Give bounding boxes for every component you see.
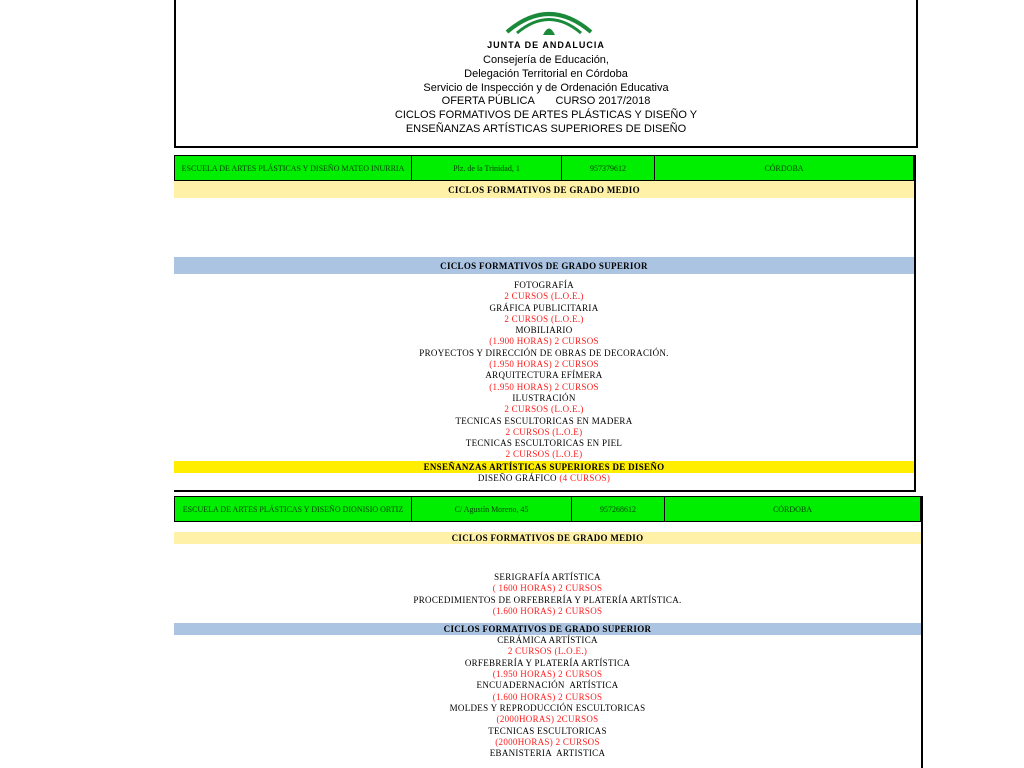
course-line: EBANISTERIA ARTISTICA <box>489 748 606 759</box>
course-line: TECNICAS ESCULTORICAS EN PIEL <box>465 438 623 449</box>
course-line: 2 CURSOS (L.O.E) <box>505 449 583 460</box>
course-line: GRÁFICA PUBLICITARIA <box>489 302 599 313</box>
course-line: 2 CURSOS (L.O.E.) <box>504 404 584 415</box>
course-list <box>174 572 921 617</box>
course-line: 2 CURSOS (L.O.E.) <box>504 291 584 302</box>
section-grado-medio: CICLOS FORMATIVOS DE GRADO MEDIO <box>174 181 914 198</box>
school-name: ESCUELA DE ARTES PLÁSTICAS Y DISEÑO DIONISIO ORTIZ <box>175 497 412 521</box>
empty-section <box>174 198 914 257</box>
course-name: DISEÑO GRÁFICO <box>477 472 557 483</box>
course-line: (2000HORAS) 2CURSOS <box>496 714 599 725</box>
course-line: PROYECTOS Y DIRECCIÓN DE OBRAS DE DECORACIÓN. <box>419 347 669 358</box>
course-line: (1.950 HORAS) 2 CURSOS <box>489 381 599 392</box>
school-mateo-inurria <box>174 155 916 492</box>
header-line-2: Delegación Territorial en Córdoba <box>464 68 628 80</box>
section-ensenanzas-superiores: ENSEÑANZAS ARTÍSTICAS SUPERIORES DE DISEÑO <box>174 461 914 473</box>
course-list <box>174 280 914 461</box>
course-duration: (4 CURSOS) <box>559 472 611 483</box>
course-line: TECNICAS ESCULTORICAS EN MADERA <box>455 415 633 426</box>
course-line: ILUSTRACIÓN <box>512 392 576 403</box>
school-phone: 957268612 <box>572 497 665 521</box>
school-address: Plz. de la Trinidad, 1 <box>412 156 562 180</box>
course-line: MOBILIARIO <box>515 325 573 336</box>
header-line-3: Servicio de Inspección y de Ordenación Educativa <box>423 82 669 94</box>
header-line-5: CICLOS FORMATIVOS DE ARTES PLÁSTICAS Y DISEÑO Y <box>394 109 698 121</box>
course-line: MOLDES Y REPRODUCCIÓN ESCULTORICAS <box>449 702 646 713</box>
school-city: CÓRDOBA <box>764 163 804 173</box>
junta-andalucia-logo-icon <box>503 2 595 38</box>
course-line: ARQUITECTURA EFÍMERA <box>485 370 603 381</box>
course-line <box>174 473 914 484</box>
course-line: (1.900 HORAS) 2 CURSOS <box>489 336 599 347</box>
course-line: 2 CURSOS (L.O.E) <box>505 426 583 437</box>
section-grado-medio: CICLOS FORMATIVOS DE GRADO MEDIO <box>174 532 921 544</box>
course-line: FOTOGRAFÍA <box>514 280 574 290</box>
school-dionisio-ortiz <box>174 496 923 768</box>
header-line-4: OFERTA PÚBLICA CURSO 2017/2018 <box>441 95 651 107</box>
section-grado-superior: CICLOS FORMATIVOS DE GRADO SUPERIOR <box>174 623 921 635</box>
course-line: (1.600 HORAS) 2 CURSOS <box>492 691 603 702</box>
school-name: ESCUELA DE ARTES PLÁSTICAS Y DISEÑO MATEO INURRIA <box>175 156 412 180</box>
course-line: SERIGRAFÍA ARTÍSTICA <box>494 572 601 582</box>
header-line-6: ENSEÑANZAS ARTÍSTICAS SUPERIORES DE DISEÑO <box>405 123 687 135</box>
header-line-1: Consejería de Educación, <box>483 54 609 66</box>
course-line: (2000HORAS) 2 CURSOS <box>495 736 600 747</box>
logo-text: JUNTA DE ANDALUCIA <box>487 40 605 50</box>
course-line: CERÁMICA ARTÍSTICA <box>497 635 598 646</box>
school-address: C/ Agustín Moreno, 45 <box>412 497 572 521</box>
course-line: PROCEDIMIENTOS DE ORFEBRERÍA Y PLATERÍA ARTÍSTICA. <box>413 594 682 605</box>
course-line: 2 CURSOS (L.O.E.) <box>504 313 584 324</box>
header-box <box>174 0 918 148</box>
course-line: (1.600 HORAS) 2 CURSOS <box>492 605 603 616</box>
course-list <box>174 635 921 759</box>
school-info-row <box>174 155 914 181</box>
course-line: 2 CURSOS (L.O.E.) <box>507 646 588 657</box>
course-line: TECNICAS ESCULTORICAS <box>488 725 607 736</box>
school-info-row <box>174 496 921 522</box>
course-line: ORFEBRERÍA Y PLATERÍA ARTÍSTICA <box>464 657 631 668</box>
course-line: ENCUADERNACIÓN ARTÍSTICA <box>476 680 619 691</box>
section-grado-superior: CICLOS FORMATIVOS DE GRADO SUPERIOR <box>174 257 914 274</box>
course-line: ( 1600 HORAS) 2 CURSOS <box>492 583 603 594</box>
school-city: CÓRDOBA <box>772 504 813 514</box>
course-line: (1.950 HORAS) 2 CURSOS <box>489 359 599 370</box>
school-phone: 957379612 <box>562 156 655 180</box>
course-line: (1.950 HORAS) 2 CURSOS <box>492 669 603 680</box>
